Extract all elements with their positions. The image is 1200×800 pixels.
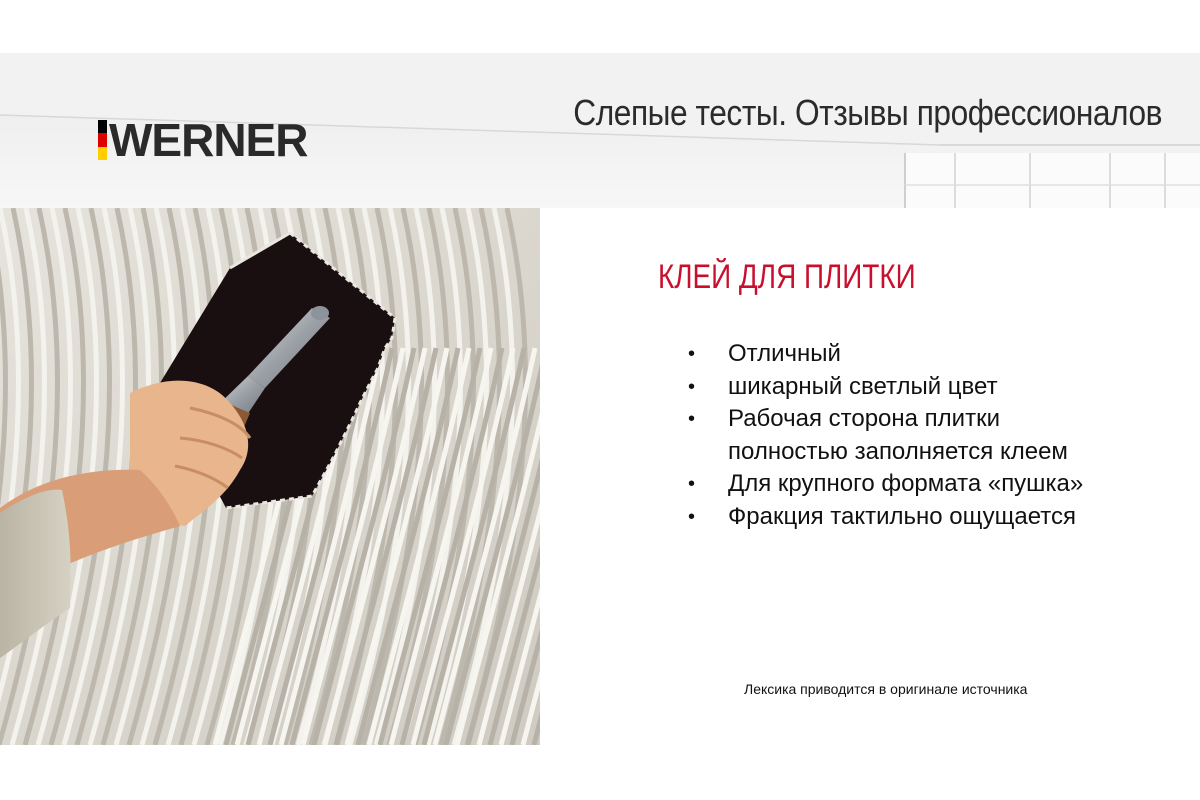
flag-black-stripe	[98, 120, 107, 133]
bullet-icon: •	[688, 505, 696, 528]
bullet-text: шикарный светлый цвет	[728, 372, 998, 400]
bullet-icon: •	[688, 408, 696, 430]
list-item	[688, 403, 1108, 468]
bullet-text: Отличный	[728, 340, 841, 367]
logo-text: WERNER	[109, 114, 308, 166]
bullet-icon: •	[688, 473, 696, 495]
bullet-text: Для крупного формата «пушка»	[728, 470, 1084, 497]
bullet-icon: •	[688, 343, 696, 365]
list-item	[688, 468, 1108, 501]
bullet-text: Рабочая сторона плитки полностью заполняется клеем	[728, 405, 1068, 465]
trowel-on-wall-illustration	[0, 208, 540, 745]
source-note: Лексика приводится в оригинале источника	[744, 681, 1028, 697]
list-item	[688, 338, 1108, 371]
flag-red-stripe	[98, 133, 107, 146]
feedback-bullet-list	[688, 338, 1108, 533]
german-flag-icon	[98, 120, 107, 160]
bullet-text: Фракция тактильно ощущается	[728, 502, 1076, 530]
werner-logo	[98, 115, 307, 165]
bullet-icon: •	[688, 375, 696, 398]
flag-gold-stripe	[98, 147, 107, 160]
tile-adhesive-photo	[0, 208, 540, 745]
list-item	[688, 371, 1108, 404]
page-title: Слепые тесты. Отзывы профессионалов	[573, 92, 1162, 133]
section-title: КЛЕЙ ДЛЯ ПЛИТКИ	[658, 258, 916, 296]
list-item	[688, 501, 1108, 534]
